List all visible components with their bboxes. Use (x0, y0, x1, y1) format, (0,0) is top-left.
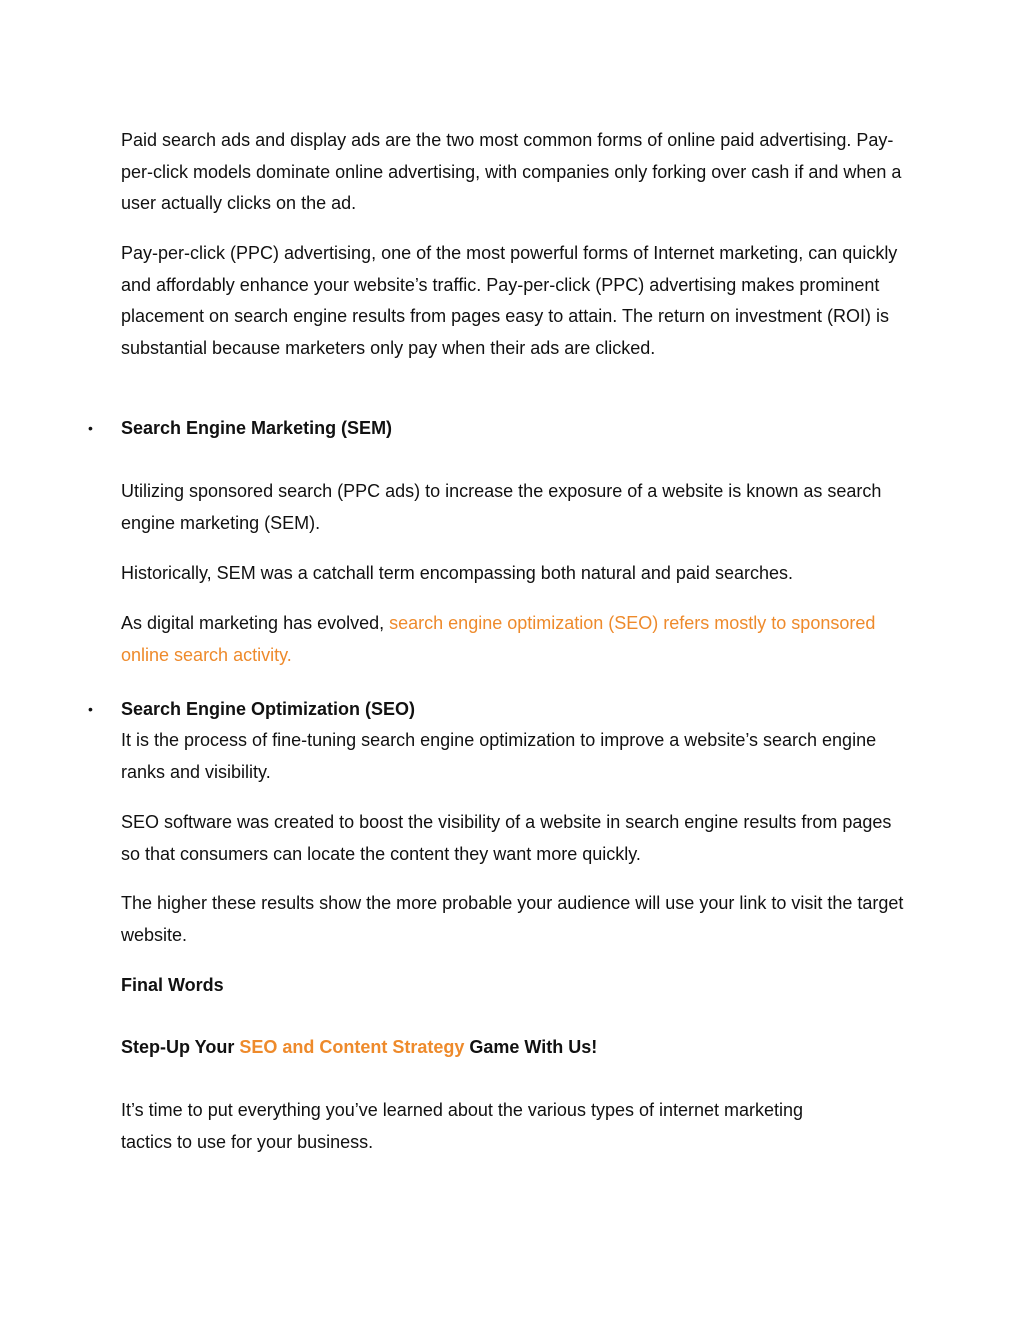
final-words-heading: Final Words (121, 975, 224, 995)
intro-paragraph-ppc: Pay-per-click (PPC) advertising, one of the most powerful forms of Internet marketing, can quickly and affordably enhance your website’s traffic. Pay-per-click (PPC) advertising makes prominent placement on search engine results from pages easy to attain. The return on investment (ROI) is substantial because marketers only pay when their ads are clicked. (121, 243, 898, 358)
sem-paragraph-history: Historically, SEM was a catchall term encompassing both natural and paid searches. (121, 563, 793, 583)
seo-heading: Search Engine Optimization (SEO) (121, 699, 416, 719)
intro-paragraph-paid-ads: Paid search ads and display ads are the two most common forms of online paid advertising. Pay-per-click models dominate online advertising, with companies only forking over cash if and when a user actually clicks on the ad. (121, 130, 902, 213)
final-paragraph: It’s time to put everything you’ve learned about the various types of internet marketing tactics to use for your business. (121, 1100, 804, 1152)
sem-evolution-text: As digital marketing has evolved, (121, 613, 390, 633)
bullet-icon: • (88, 420, 93, 436)
seo-paragraph-definition: It is the process of fine-tuning search engine optimization to improve a website’s search engine ranks and visibility. (121, 730, 877, 782)
cta-suffix: Game With Us! (464, 1037, 598, 1057)
seo-paragraph-software: SEO software was created to boost the visibility of a website in search engine results from pages so that consumers can locate the content they want more quickly. (121, 812, 892, 864)
bullet-icon: • (88, 701, 93, 717)
cta-prefix: Step-Up Your (121, 1037, 240, 1057)
sem-heading: Search Engine Marketing (SEM) (121, 418, 393, 438)
sem-paragraph-definition: Utilizing sponsored search (PPC ads) to increase the exposure of a website is known as search engine marketing (SEM). (121, 481, 882, 533)
seo-paragraph-results: The higher these results show the more probable your audience will use your link to visit the target website. (121, 893, 904, 945)
seo-content-strategy-link[interactable]: SEO and Content Strategy (239, 1037, 465, 1057)
sem-paragraph-evolution (121, 608, 881, 671)
seo-refers-link[interactable]: search engine optimization (SEO) refers mostly to sponsored online search activity. (121, 613, 876, 665)
cta-heading (121, 1032, 911, 1064)
